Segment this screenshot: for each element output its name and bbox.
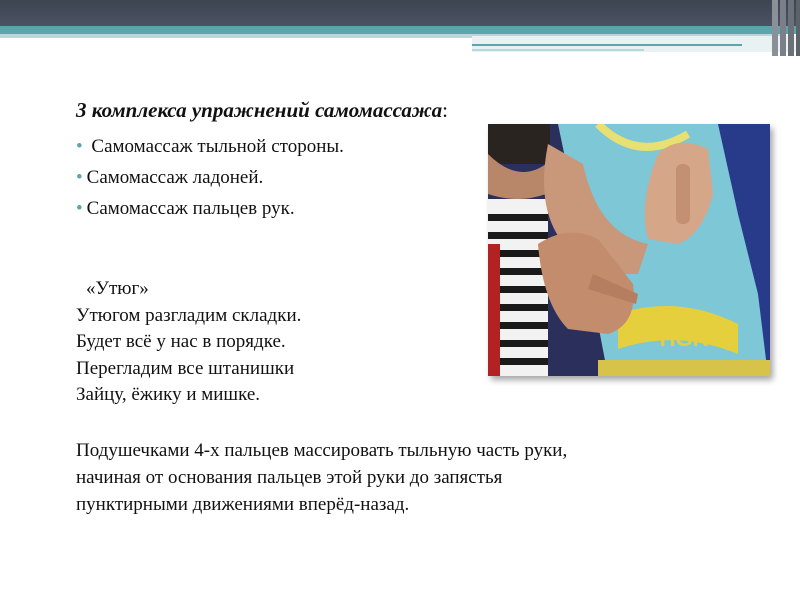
instruction-line: начиная от основания пальцев этой руки до запястья: [76, 467, 503, 488]
shirt-lettering: TIGR: [656, 326, 709, 351]
poem-line: Перегладим все штанишки: [76, 357, 295, 379]
poem-line: Будет всё у нас в порядке.: [76, 331, 286, 352]
bullet-icon: •: [76, 136, 83, 157]
list-item: [76, 165, 344, 196]
instruction-line: Подушечками 4-х пальцев массировать тыльную часть руки,: [76, 440, 568, 461]
instruction-text: [76, 437, 676, 518]
list-item-text: Самомассаж пальцев рук.: [86, 198, 295, 219]
slide-title: [76, 98, 448, 123]
header-right-line: [472, 44, 742, 46]
list-item-text: Самомассаж ладоней.: [86, 167, 264, 188]
poem-title: «Утюг»: [86, 278, 149, 299]
slide-title-text: 3 комплекса упражнений самомассажа: [76, 98, 443, 122]
exercise-list: [76, 134, 344, 227]
header-corner-blocks: [772, 0, 800, 56]
poem-line: Зайцу, ёжику и мишке.: [76, 384, 261, 405]
children-hands-photo: [488, 124, 770, 376]
list-item: [76, 134, 344, 165]
bullet-icon: •: [76, 198, 83, 219]
instruction-line: пунктирными движениями вперёд-назад.: [76, 494, 410, 515]
header-accent-stripe: [0, 26, 800, 34]
poem-block: [76, 276, 301, 409]
slide-title-colon: :: [442, 98, 448, 122]
list-item: [76, 196, 344, 227]
bullet-icon: •: [76, 167, 83, 188]
poem-line: Утюгом разгладим складки.: [76, 304, 302, 326]
header-bar: [0, 0, 800, 26]
header-right-line-2: [472, 49, 644, 51]
list-item-text: Самомассаж тыльной стороны.: [86, 136, 344, 157]
